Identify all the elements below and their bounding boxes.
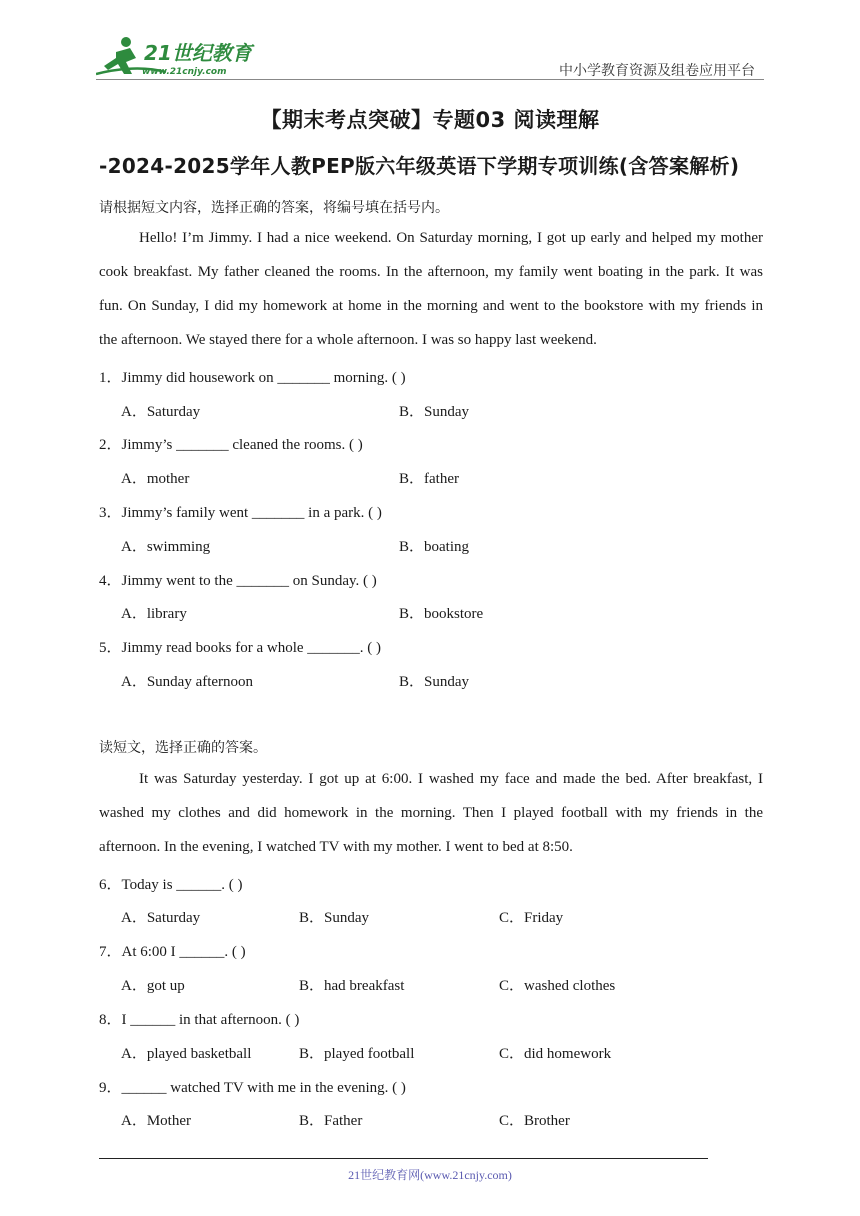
footer-divider bbox=[99, 1158, 708, 1159]
header-divider bbox=[96, 79, 764, 80]
q8-option-a[interactable]: A．played basketball bbox=[121, 1046, 252, 1062]
section2-instruction: 读短文，选择正确的答案。 bbox=[99, 740, 267, 756]
q3-option-b[interactable]: B．boating bbox=[399, 539, 469, 555]
passage2-line: afternoon. In the evening, I watched TV with my mother. I went to bed at 8:50. bbox=[99, 839, 573, 855]
q8-option-c[interactable]: C．did homework bbox=[499, 1046, 612, 1062]
q9-option-a[interactable]: A．Mother bbox=[121, 1113, 191, 1129]
q6-option-a[interactable]: A．Saturday bbox=[121, 910, 201, 926]
platform-name: 中小学教育资源及组卷应用平台 bbox=[559, 63, 755, 79]
q4-option-a[interactable]: A．library bbox=[121, 606, 187, 622]
footer-link[interactable]: 21世纪教育网(www.21cnjy.com) bbox=[348, 1168, 512, 1182]
question-8: 8．I ______ in that afternoon. ( ) bbox=[99, 1012, 300, 1028]
question-7: 7．At 6:00 I ______. ( ) bbox=[99, 944, 246, 960]
question-6: 6．Today is ______. ( ) bbox=[99, 877, 243, 893]
passage1-line: the afternoon. We stayed there for a whole afternoon. I was so happy last weekend. bbox=[99, 332, 597, 348]
question-9: 9．______ watched TV with me in the evening. ( ) bbox=[99, 1080, 406, 1096]
page-subtitle: -2024-2025学年人教PEP版六年级英语下学期专项训练(含答案解析) bbox=[99, 154, 740, 178]
q6-option-b[interactable]: B．Sunday bbox=[299, 910, 370, 926]
section1-instruction: 请根据短文内容，选择正确的答案，将编号填在括号内。 bbox=[99, 200, 449, 216]
question-5: 5．Jimmy read books for a whole _______. ( ) bbox=[99, 640, 382, 656]
site-logo bbox=[96, 34, 266, 80]
question-3: 3．Jimmy’s family went _______ in a park. ( ) bbox=[99, 505, 382, 521]
q9-option-b[interactable]: B．Father bbox=[299, 1113, 363, 1129]
question-2: 2．Jimmy’s _______ cleaned the rooms. ( ) bbox=[99, 437, 363, 453]
q5-option-b[interactable]: B．Sunday bbox=[399, 674, 470, 690]
passage1-line: fun. On Sunday, I did my homework at home in the morning and went to the bookstore with my friends in bbox=[99, 298, 763, 314]
q2-option-b[interactable]: B．father bbox=[399, 471, 459, 487]
q4-option-b[interactable]: B．bookstore bbox=[399, 606, 484, 622]
page-title: 【期末考点突破】专题03 阅读理解 bbox=[260, 108, 600, 132]
q7-option-b[interactable]: B．had breakfast bbox=[299, 978, 405, 994]
q5-option-a[interactable]: A．Sunday afternoon bbox=[121, 674, 254, 690]
passage1-line: Hello! I’m Jimmy. I had a nice weekend. On Saturday morning, I got up early and helped my mother bbox=[139, 230, 763, 246]
q9-option-c[interactable]: C．Brother bbox=[499, 1113, 570, 1129]
passage2-line: washed my clothes and did homework in the morning. Then I played football with my friends in the bbox=[99, 805, 763, 821]
passage2-line: It was Saturday yesterday. I got up at 6:00. I washed my face and made the bed. After breakfast, I bbox=[139, 771, 763, 787]
q2-option-a[interactable]: A．mother bbox=[121, 471, 190, 487]
q7-option-a[interactable]: A．got up bbox=[121, 978, 185, 994]
q7-option-c[interactable]: C．washed clothes bbox=[499, 978, 616, 994]
q8-option-b[interactable]: B．played football bbox=[299, 1046, 415, 1062]
q1-option-b[interactable]: B．Sunday bbox=[399, 404, 470, 420]
question-4: 4．Jimmy went to the _______ on Sunday. ( ) bbox=[99, 573, 377, 589]
q3-option-a[interactable]: A．swimming bbox=[121, 539, 211, 555]
passage1-line: cook breakfast. My father cleaned the rooms. In the afternoon, my family went boating in the park. It was bbox=[99, 264, 763, 280]
question-1: 1．Jimmy did housework on _______ morning. ( ) bbox=[99, 370, 406, 386]
q1-option-a[interactable]: A．Saturday bbox=[121, 404, 201, 420]
logo-text: 21世纪教育 bbox=[144, 41, 252, 65]
logo-url: www.21cnjy.com bbox=[142, 67, 227, 77]
q6-option-c[interactable]: C．Friday bbox=[499, 910, 564, 926]
